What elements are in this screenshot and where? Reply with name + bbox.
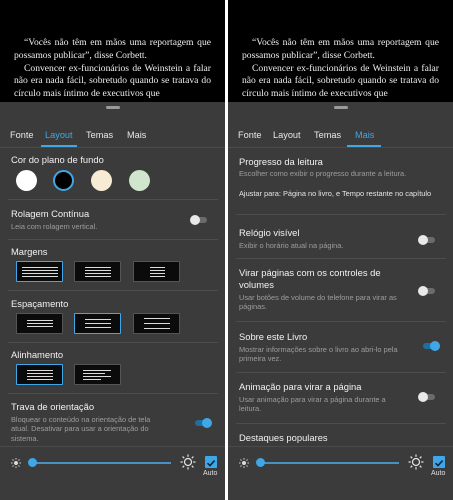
- brightness-high-icon: [408, 454, 424, 470]
- about-book-desc: Mostrar informações sobre o livro ao abri-lo pela primeira vez.: [239, 345, 398, 364]
- visible-clock-toggle[interactable]: [418, 235, 436, 245]
- brightness-slider-thumb[interactable]: [256, 458, 265, 467]
- reading-progress-label[interactable]: Progresso da leitura: [239, 156, 323, 167]
- tab-temas[interactable]: Temas: [86, 130, 114, 140]
- tab-layout[interactable]: Layout: [45, 130, 73, 140]
- drag-handle[interactable]: [334, 106, 348, 109]
- orientation-lock-label: Trava de orientação: [11, 401, 95, 412]
- book-paragraph-2: Convencer ex-funcionários de Weinstein a falar não era nada fácil, sobretudo quando se tratava do círculo mais íntimo de executivos que: [242, 62, 439, 100]
- spacing-medium-option[interactable]: [74, 313, 121, 334]
- tab-mais[interactable]: Mais: [127, 130, 147, 140]
- check-icon: [433, 457, 445, 469]
- auto-brightness-label: Auto: [431, 470, 446, 477]
- book-paragraph-1: “Vocês não têm em mãos uma reportagem que possamos publicar”, disse Corbett.: [242, 37, 439, 61]
- brightness-slider-track[interactable]: [30, 462, 171, 464]
- margins-label: Margens: [11, 246, 48, 257]
- settings-sheet: [228, 102, 453, 500]
- auto-brightness-checkbox[interactable]: [205, 456, 217, 468]
- drag-handle[interactable]: [106, 106, 120, 109]
- auto-brightness-label: Auto: [203, 470, 218, 477]
- brightness-slider-track[interactable]: [258, 462, 399, 464]
- spacing-label: Espaçamento: [11, 298, 69, 309]
- continuous-scroll-toggle[interactable]: [190, 215, 208, 225]
- brightness-bar: [228, 446, 453, 500]
- spacing-small-option[interactable]: [16, 313, 63, 334]
- about-book-label: Sobre este Livro: [239, 331, 308, 342]
- tab-temas[interactable]: Temas: [314, 130, 342, 140]
- margin-small-option[interactable]: [16, 261, 63, 282]
- brightness-low-icon: [11, 458, 21, 468]
- swatch-green[interactable]: [129, 170, 150, 191]
- swatch-black[interactable]: [53, 170, 74, 191]
- settings-tabs: [0, 124, 225, 146]
- margin-large-option[interactable]: [133, 261, 180, 282]
- continuous-scroll-label: Rolagem Contínua: [11, 208, 90, 219]
- tab-fonte[interactable]: Fonte: [238, 130, 262, 140]
- check-icon: [205, 457, 217, 469]
- spacing-large-option[interactable]: [133, 313, 180, 334]
- alignment-label: Alinhamento: [11, 349, 64, 360]
- page-animation-desc: Usar animação para virar a página durante a leitura.: [239, 395, 386, 414]
- settings-sheet: [0, 102, 225, 500]
- auto-brightness-checkbox[interactable]: [433, 456, 445, 468]
- about-book-toggle[interactable]: [422, 341, 440, 351]
- brightness-low-icon: [239, 458, 249, 468]
- book-paragraph-1: “Vocês não têm em mãos uma reportagem que possamos publicar”, disse Corbett.: [14, 37, 211, 61]
- align-justify-option[interactable]: [16, 364, 63, 385]
- visible-clock-label: Relógio visível: [239, 227, 300, 238]
- margin-medium-option[interactable]: [74, 261, 121, 282]
- brightness-slider-thumb[interactable]: [28, 458, 37, 467]
- page-animation-label: Animação para virar a página: [239, 381, 362, 392]
- continuous-scroll-desc: Leia com rolagem vertical.: [11, 222, 98, 231]
- align-left-option[interactable]: [74, 364, 121, 385]
- tab-layout[interactable]: Layout: [273, 130, 301, 140]
- right-screen: [228, 0, 453, 500]
- reading-progress-desc: Escolher como exibir o progresso durante a leitura.: [239, 169, 407, 178]
- volume-keys-toggle[interactable]: [418, 286, 436, 296]
- background-color-label: Cor do plano de fundo: [11, 154, 104, 165]
- orientation-lock-desc: Bloquear o conteúdo na orientação de tela atual. Desativar para usar a orientação do sistema.: [11, 415, 151, 443]
- visible-clock-desc: Exibir o horário atual na página.: [239, 241, 344, 250]
- swatch-white[interactable]: [16, 170, 37, 191]
- volume-keys-desc: Usar botões de volume do telefone para virar as páginas.: [239, 293, 397, 312]
- settings-tabs: [228, 124, 453, 146]
- left-screen: [0, 0, 225, 500]
- volume-keys-label: Virar páginas com os controles de volumes: [239, 267, 381, 290]
- brightness-high-icon: [180, 454, 196, 470]
- reading-progress-value: Ajustar para: Página no livro, e Tempo restante no capítulo: [239, 189, 432, 198]
- tab-mais[interactable]: Mais: [355, 130, 375, 140]
- popular-highlights-label: Destaques populares: [239, 432, 328, 443]
- page-animation-toggle[interactable]: [418, 392, 436, 402]
- swatch-sepia[interactable]: [91, 170, 112, 191]
- orientation-lock-toggle[interactable]: [194, 418, 212, 428]
- tab-fonte[interactable]: Fonte: [10, 130, 34, 140]
- book-paragraph-2: Convencer ex-funcionários de Weinstein a falar não era nada fácil, sobretudo quando se tratava do círculo mais íntimo de executivos que: [14, 62, 211, 100]
- brightness-bar: [0, 446, 225, 500]
